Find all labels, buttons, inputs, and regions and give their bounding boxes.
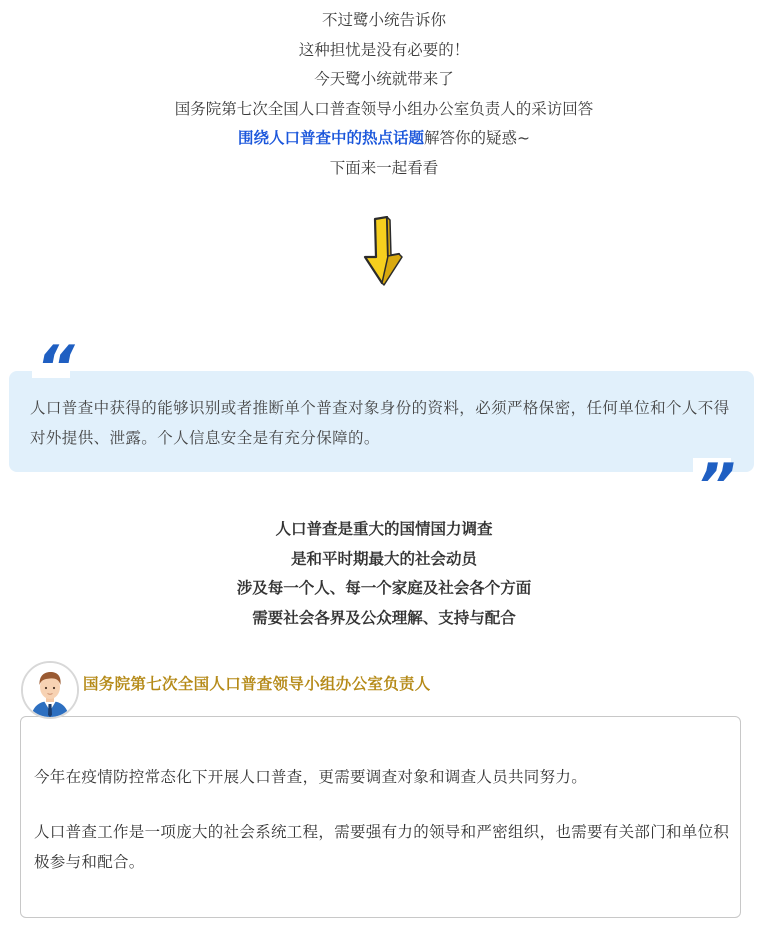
summary-text bbox=[0, 515, 768, 633]
summary-line: 涉及每一个人、每一个家庭及社会各个方面 bbox=[236, 579, 532, 597]
intro-line: 这种担忧是没有必要的！ bbox=[298, 40, 470, 59]
intro-text bbox=[0, 6, 768, 183]
summary-line: 需要社会各界及公众理解、支持与配合 bbox=[252, 608, 516, 627]
close-quote-icon: ” bbox=[697, 451, 730, 521]
intro-line: 今天鹭小统就带来了 bbox=[314, 70, 454, 88]
down-arrow-icon bbox=[360, 216, 404, 286]
open-quote-icon: “ bbox=[36, 333, 69, 403]
speaker-title: 国务院第七次全国人口普查领导小组办公室负责人 bbox=[83, 675, 431, 693]
intro-line: 下面来一起看看 bbox=[329, 158, 439, 177]
intro-line: 不过鹭小统告诉你 bbox=[321, 11, 446, 29]
highlight-text: 围绕人口普查中的热点话题 bbox=[237, 129, 424, 147]
intro-line-rest: 解答你的疑惑~ bbox=[424, 129, 530, 147]
official-avatar-icon bbox=[21, 661, 79, 719]
intro-line-highlight bbox=[0, 124, 768, 154]
intro-line: 国务院第七次全国人口普查领导小组办公室负责人的采访回答 bbox=[174, 99, 594, 118]
summary-line: 是和平时期最大的社会动员 bbox=[290, 549, 477, 568]
answer-paragraph: 人口普查工作是一项庞大的社会系统工程，需要强有力的领导和严密组织，也需要有关部门和单位积极参与和配合。 bbox=[34, 823, 730, 871]
answer-paragraph: 今年在疫情防控常态化下开展人口普查，更需要调查对象和调查人员共同努力。 bbox=[34, 768, 588, 786]
summary-line: 人口普查是重大的国情国力调查 bbox=[275, 520, 493, 538]
quote-text: 人口普查中获得的能够识别或者推断单个普查对象身份的资料，必须严格保密，任何单位和个人不得对外提供、泄露。个人信息安全是有充分保障的。 bbox=[30, 399, 730, 447]
